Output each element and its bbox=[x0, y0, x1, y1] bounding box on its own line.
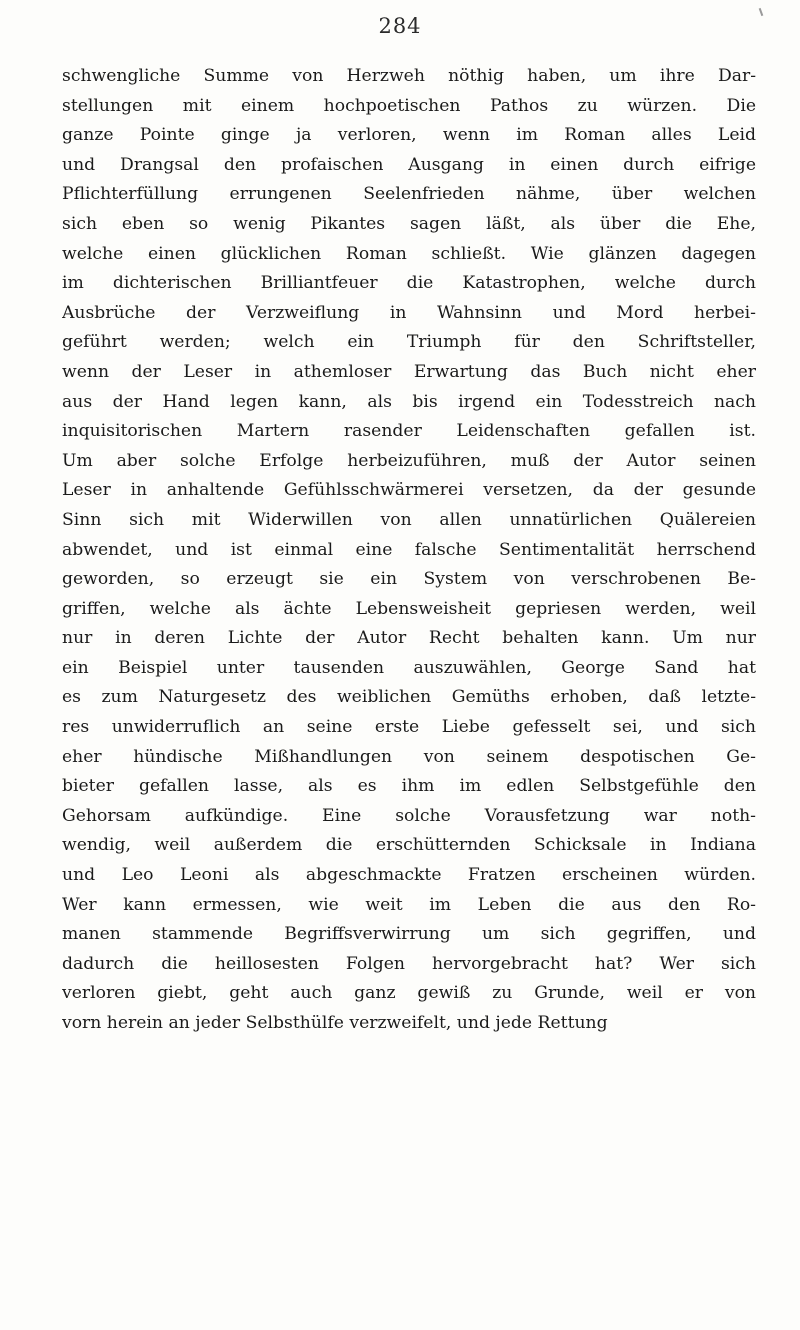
text-line: schwengliche Summe von Herzweh nöthig haben, um ihre Dar- bbox=[62, 66, 756, 86]
text-line: Sinn sich mit Widerwillen von allen unnatürlichen Quälereien bbox=[62, 509, 756, 530]
text-line: wenn der Leser in athemloser Erwartung das Buch nicht eher bbox=[62, 361, 756, 382]
text-line: Pflichterfüllung errungenen Seelenfrieden nähme, über welchen bbox=[62, 184, 756, 205]
text-line: sich eben so wenig Pikantes sagen läßt, als über die Ehe, bbox=[62, 213, 756, 234]
text-line: Leser in anhaltende Gefühlsschwärmerei versetzen, da der gesunde bbox=[62, 480, 756, 501]
text-line: Ausbrüche der Verzweiflung in Wahnsinn und Mord herbei- bbox=[62, 302, 756, 323]
text-line: Gehorsam aufkündige. Eine solche Vorausfetzung war noth- bbox=[62, 805, 756, 826]
text-line: aus der Hand legen kann, als bis irgend ein Todesstreich nach bbox=[62, 391, 756, 412]
page-number: 284 bbox=[378, 14, 422, 38]
text-line: und Drangsal den profaischen Ausgang in einen durch eifrige bbox=[62, 154, 756, 175]
text-line: Wer kann ermessen, wie weit im Leben die aus den Ro- bbox=[62, 894, 756, 915]
text-line: manen stammende Begriffsverwirrung um sich gegriffen, und bbox=[62, 924, 756, 945]
text-line: griffen, welche als ächte Lebensweisheit gepriesen werden, weil bbox=[62, 598, 756, 619]
text-line: vorn herein an jeder Selbsthülfe verzweifelt, und jede Rettung bbox=[62, 1013, 608, 1033]
text-line: inquisitorischen Martern rasender Leidenschaften gefallen ist. bbox=[62, 421, 756, 442]
text-line: geführt werden; welch ein Triumph für den Schriftsteller, bbox=[62, 332, 756, 353]
text-line: und Leo Leoni als abgeschmackte Fratzen erscheinen würden. bbox=[62, 865, 756, 886]
text-line: welche einen glücklichen Roman schließt. Wie glänzen dagegen bbox=[62, 243, 756, 264]
text-line: res unwiderruflich an seine erste Liebe gefesselt sei, und sich bbox=[62, 717, 756, 738]
text-line: Um aber solche Erfolge herbeizuführen, muß der Autor seinen bbox=[62, 450, 756, 471]
text-line: bieter gefallen lasse, als es ihm im edlen Selbstgefühle den bbox=[62, 776, 756, 797]
body-text bbox=[62, 62, 756, 1039]
text-line: dadurch die heillosesten Folgen hervorgebracht hat? Wer sich bbox=[62, 953, 756, 974]
text-line: wendig, weil außerdem die erschütternden Schicksale in Indiana bbox=[62, 835, 756, 856]
text-line: verloren giebt, geht auch ganz gewiß zu Grunde, weil er von bbox=[62, 983, 756, 1004]
text-line: geworden, so erzeugt sie ein System von verschrobenen Be- bbox=[62, 569, 756, 590]
text-line: stellungen mit einem hochpoetischen Pathos zu würzen. Die bbox=[62, 95, 756, 116]
text-line: abwendet, und ist einmal eine falsche Sentimentalität herrschend bbox=[62, 539, 756, 560]
text-line: ganze Pointe ginge ja verloren, wenn im Roman alles Leid bbox=[62, 125, 756, 146]
text-line: eher hündische Mißhandlungen von seinem despotischen Ge- bbox=[62, 746, 756, 767]
text-line: ein Beispiel unter tausenden auszuwählen, George Sand hat bbox=[62, 657, 756, 678]
text-line: im dichterischen Brilliantfeuer die Katastrophen, welche durch bbox=[62, 273, 756, 294]
text-line: es zum Naturgesetz des weiblichen Gemüths erhoben, daß letzte- bbox=[62, 687, 756, 708]
text-line: nur in deren Lichte der Autor Recht behalten kann. Um nur bbox=[62, 628, 756, 649]
